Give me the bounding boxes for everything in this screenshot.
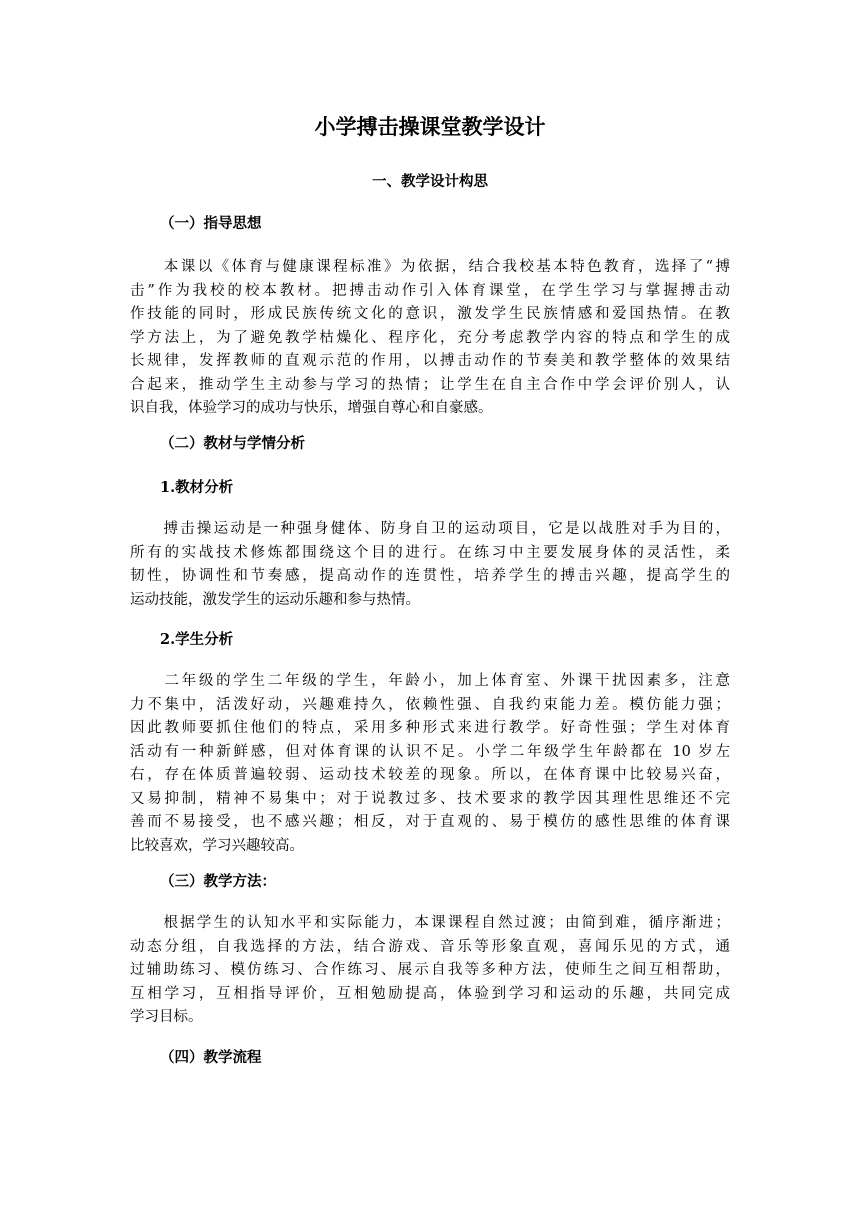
text-line: 长规律，发挥教师的直观示范的作用，以搏击动作的节奏美和教学整体的效果结 [130,353,730,369]
heading-student-analysis: 2.学生分析 [160,631,234,648]
text-line: 本课以《体育与健康课程标准》为依据，结合我校基本特色教育，选择了“搏 [130,259,730,275]
text-line: 力不集中，活泼好动，兴趣难持久，依赖性强、自我约束能力差。模仿能力强； [130,696,730,713]
text-line: 合起来，推动学生主动参与学习的热情；让学生在自主合作中学会评价别人，认 [130,376,730,393]
text-line: 所有的实战技术修炼都围绕这个目的进行。在练习中主要发展身体的灵活性，柔 [130,544,730,561]
text-line: 动态分组，自我选择的方法，结合游戏、音乐等形象直观，喜闻乐见的方式，通 [130,938,730,955]
paragraph-guiding-idea [130,256,730,421]
text-line: 互相学习，互相指导评价，互相勉励提高，体验到学习和运动的乐趣，共同完成 [130,985,730,1002]
subheading-teaching-process: （四）教学流程 [160,1050,262,1066]
text-line: 识自我，体验学习的成功与快乐，增强自尊心和自豪感。 [130,400,493,416]
paragraph-student-analysis [130,670,730,858]
paragraph-teaching-methods [130,912,730,1030]
text-line: 又易抑制，精神不易集中；对于说教过多、技术要求的教学因其理性思维还不完 [130,790,730,807]
document-title: 小学搏击操课堂教学设计 [314,115,546,139]
text-line: 击”作为我校的校本教材。把搏击动作引入体育课堂，在学生学习与掌握搏击动 [130,282,730,299]
text-line: 搏击操运动是一种强身健体、防身自卫的运动项目，它是以战胜对手为目的， [130,521,730,537]
text-line: 活动有一种新鲜感，但对体育课的认识不足。小学二年级学生年龄都在 10 岁左 [130,743,730,760]
text-line: 学习目标。 [130,1009,203,1025]
text-line: 右，存在体质普遍较弱、运动技术较差的现象。所以，在体育课中比较易兴奋， [130,767,730,783]
subheading-teaching-methods: （三）教学方法： [160,874,276,890]
subheading-materials-analysis: （二）教材与学情分析 [160,436,305,452]
text-line: 二年级的学生二年级的学生，年龄小，加上体育室、外课干扰因素多，注意 [130,673,730,689]
text-line: 过辅助练习、模仿练习、合作练习、展示自我等多种方法，使师生之间互相帮助， [130,962,730,978]
text-line: 善而不易接受，也不感兴趣；相反，对于直观的、易于模仿的感性思维的体育课 [130,814,730,830]
section-heading-design-concept: 一、教学设计构思 [372,174,488,190]
text-line: 比较喜欢，学习兴趣较高。 [130,837,304,854]
text-line: 作技能的同时，形成民族传统文化的意识，激发学生民族情感和爱国热情。在教 [130,306,730,322]
text-line: 根据学生的认知水平和实际能力，本课课程自然过渡；由简到难，循序渐进； [130,915,730,931]
text-line: 学方法上，为了避免教学枯燥化、程序化，充分考虑教学内容的特点和学生的成 [130,329,730,346]
text-line: 韧性，协调性和节奏感，提高动作的连贯性，培养学生的搏击兴趣，提高学生的 [130,568,730,584]
text-line: 运动技能，激发学生的运动乐趣和参与热情。 [130,591,420,608]
paragraph-textbook-analysis [130,518,730,612]
text-line: 因此教师要抓住他们的特点，采用多种形式来进行教学。好奇性强；学生对体育 [130,720,730,736]
heading-textbook-analysis: 1.教材分析 [160,479,234,496]
subheading-guiding-idea: （一）指导思想 [160,216,262,232]
